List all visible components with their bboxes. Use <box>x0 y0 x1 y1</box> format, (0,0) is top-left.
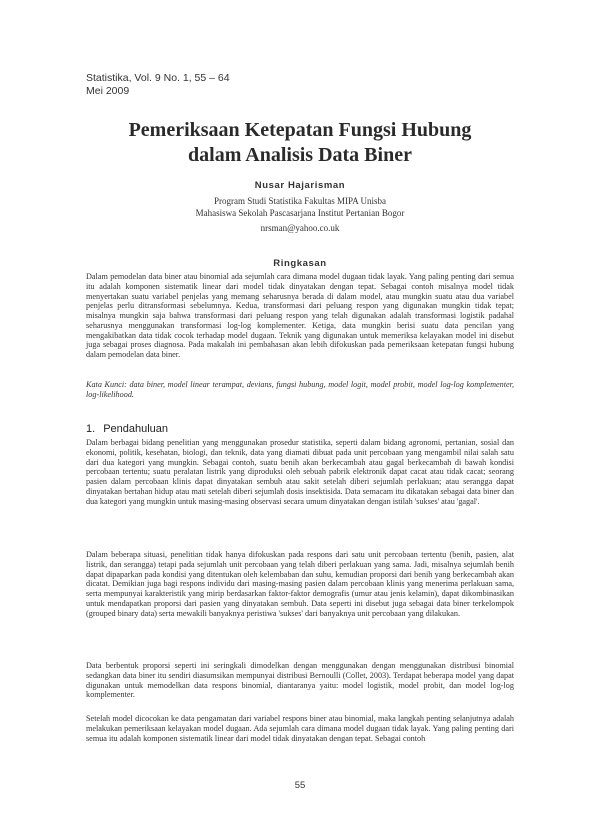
journal-volume: Statistika, Vol. 9 No. 1, 55 – 64 <box>86 72 230 84</box>
keywords: Kata Kunci: data biner, model linear terampat, devians, fungsi hubung, model logit, model probit, model log-log komplementer, log-likelihood. <box>86 380 514 399</box>
abstract-text: Dalam pemodelan data biner atau binomial ada sejumlah cara dimana model dugaan tidak layak. Yang paling penting dari semua itu adalah komponen sistematik linear dari model tidak dinyatakan dengan tepat. Sebagai contoh misalnya model tidak menyertakan suatu variabel penjelas yang memang seharusnya berada di dalam model, atau mungkin suatu atau dua variabel penjelas perlu ditransformasi sebelumnya. Kedua, transformasi dari peluang respon yang digunakan mungkin tidak tepat; misalnya mungkin saja bahwa transformasi dari peluang respon yang telah digunakan adalah transformasi logistik padahal seharusnya menggunakan transformasi log-log komplementer. Ketiga, data mungkin berisi suatu data pencilan yang mengakibatkan data tidak cocok terhadap model dugaan. Teknik yang digunakan untuk memeriksa kelayakan model ini disebut juga sebagai proses diagnosa. Pada makalah ini pembahasan akan lebih difokuskan pada pemeriksaan ketepatan fungsi hubung dalam pemodelan data biner. <box>86 272 514 359</box>
body-paragraph: Dalam berbagai bidang penelitian yang menggunakan prosedur statistika, seperti dalam bidang agronomi, pertanian, sosial dan ekonomi, politik, kesehatan, biologi, dan teknik, data yang diamati dibuat pada unit percobaan yang mengambil nilai salah satu dari dua kategori yang mungkin. Sebagai contoh, suatu benih akan berkecambah atau gagal berkecambah di bawah kondisi percobaan tertentu; suatu peralatan listrik yang diproduksi oleh sebuah pabrik elektronik dapat cacat atau tidak cacat; seorang pasien dalam percobaan klinis dapat dinyatakan sembuh atau sakit setelah diberi sejumlah perlakuan; atau serangga dapat dinyatakan bertahan hidup atau mati setelah diberi sejumlah dosis insektisida. Data semacam itu dikatakan sebagai data biner dan dua kategori yang mungkin untuk masing-masing observasi secara umum dinyatakan dengan istilah 'sukses' atau 'gagal'. <box>86 438 514 506</box>
abstract-heading: Ringkasan <box>273 258 327 269</box>
author-email: nrsman@yahoo.co.uk <box>260 223 340 233</box>
body-paragraph: Setelah model dicocokan ke data pengamatan dari variabel respons biner atau binomial, maka langkah penting selanjutnya adalah melakukan pemeriksaan kelayakan model dugaan. Ada sejumlah cara dimana model dugaan tidak layak. Yang paling penting dari semua itu adalah komponen sistematik linear dari model tidak dinyatakan dengan tepat. Sebagai contoh <box>86 714 514 743</box>
affiliation-line-2: Mahasiswa Sekolah Pascasarjana Institut Pertanian Bogor <box>195 207 405 218</box>
section-title: Pendahuluan <box>103 423 169 435</box>
body-paragraph: Dalam beberapa situasi, penelitian tidak hanya difokuskan pada respons dari satu unit percobaan tertentu (benih, pasien, alat listrik, dan serangga) tetapi pada sejumlah unit percobaan yang telah diberi perlakuan yang sama. Jadi, misalnya sejumlah benih dapat dipaparkan pada kondisi yang ditentukan oleh kelembaban dan suhu, kemudian proporsi dari benih yang berkecambah akan dicatat. Demikian juga bagi respons individu dari masing-masing pasien dalam percobaan klinis yang menerima perlakuan sama, serta mempunyai karakteristik yang mirip berdasarkan faktor-faktor demografis (umur atau jenis kelamin), dapat dikombinasikan untuk mendapatkan proporsi dari pasien yang dinyatakan sembuh. Data seperti ini disebut juga sebagai data biner terkelompok (grouped binary data) serta mewakili banyaknya peristiwa 'sukses' dari banyaknya unit percobaan yang dilakukan. <box>86 550 514 618</box>
paper-title <box>80 118 520 168</box>
title-line-2: dalam Analisis Data Biner <box>188 144 412 166</box>
affiliation-line-1: Program Studi Statistika Fakultas MIPA Unisba <box>214 196 386 206</box>
author-affiliation <box>80 196 520 219</box>
section-number: 1. <box>86 423 96 435</box>
page-number: 55 <box>294 780 306 791</box>
section-heading <box>86 423 386 435</box>
title-line-1: Pemeriksaan Ketepatan Fungsi Hubung <box>128 119 472 141</box>
body-paragraph: Data berbentuk proporsi seperti ini seringkali dimodelkan dengan menggunakan dengan menggunakan distribusi binomial sedangkan data biner itu sendiri diasumsikan mempunyai distribusi Bernoulli (Collet, 2003). Terdapat beberapa model yang dapat digunakan untuk memodelkan data respons binomial, diantaranya yaitu: model logistik, model probit, dan model log-log komplementer. <box>86 661 514 700</box>
journal-date: Mei 2009 <box>86 85 130 97</box>
journal-citation <box>86 72 386 98</box>
author-name: Nusar Hajarisman <box>254 180 346 191</box>
